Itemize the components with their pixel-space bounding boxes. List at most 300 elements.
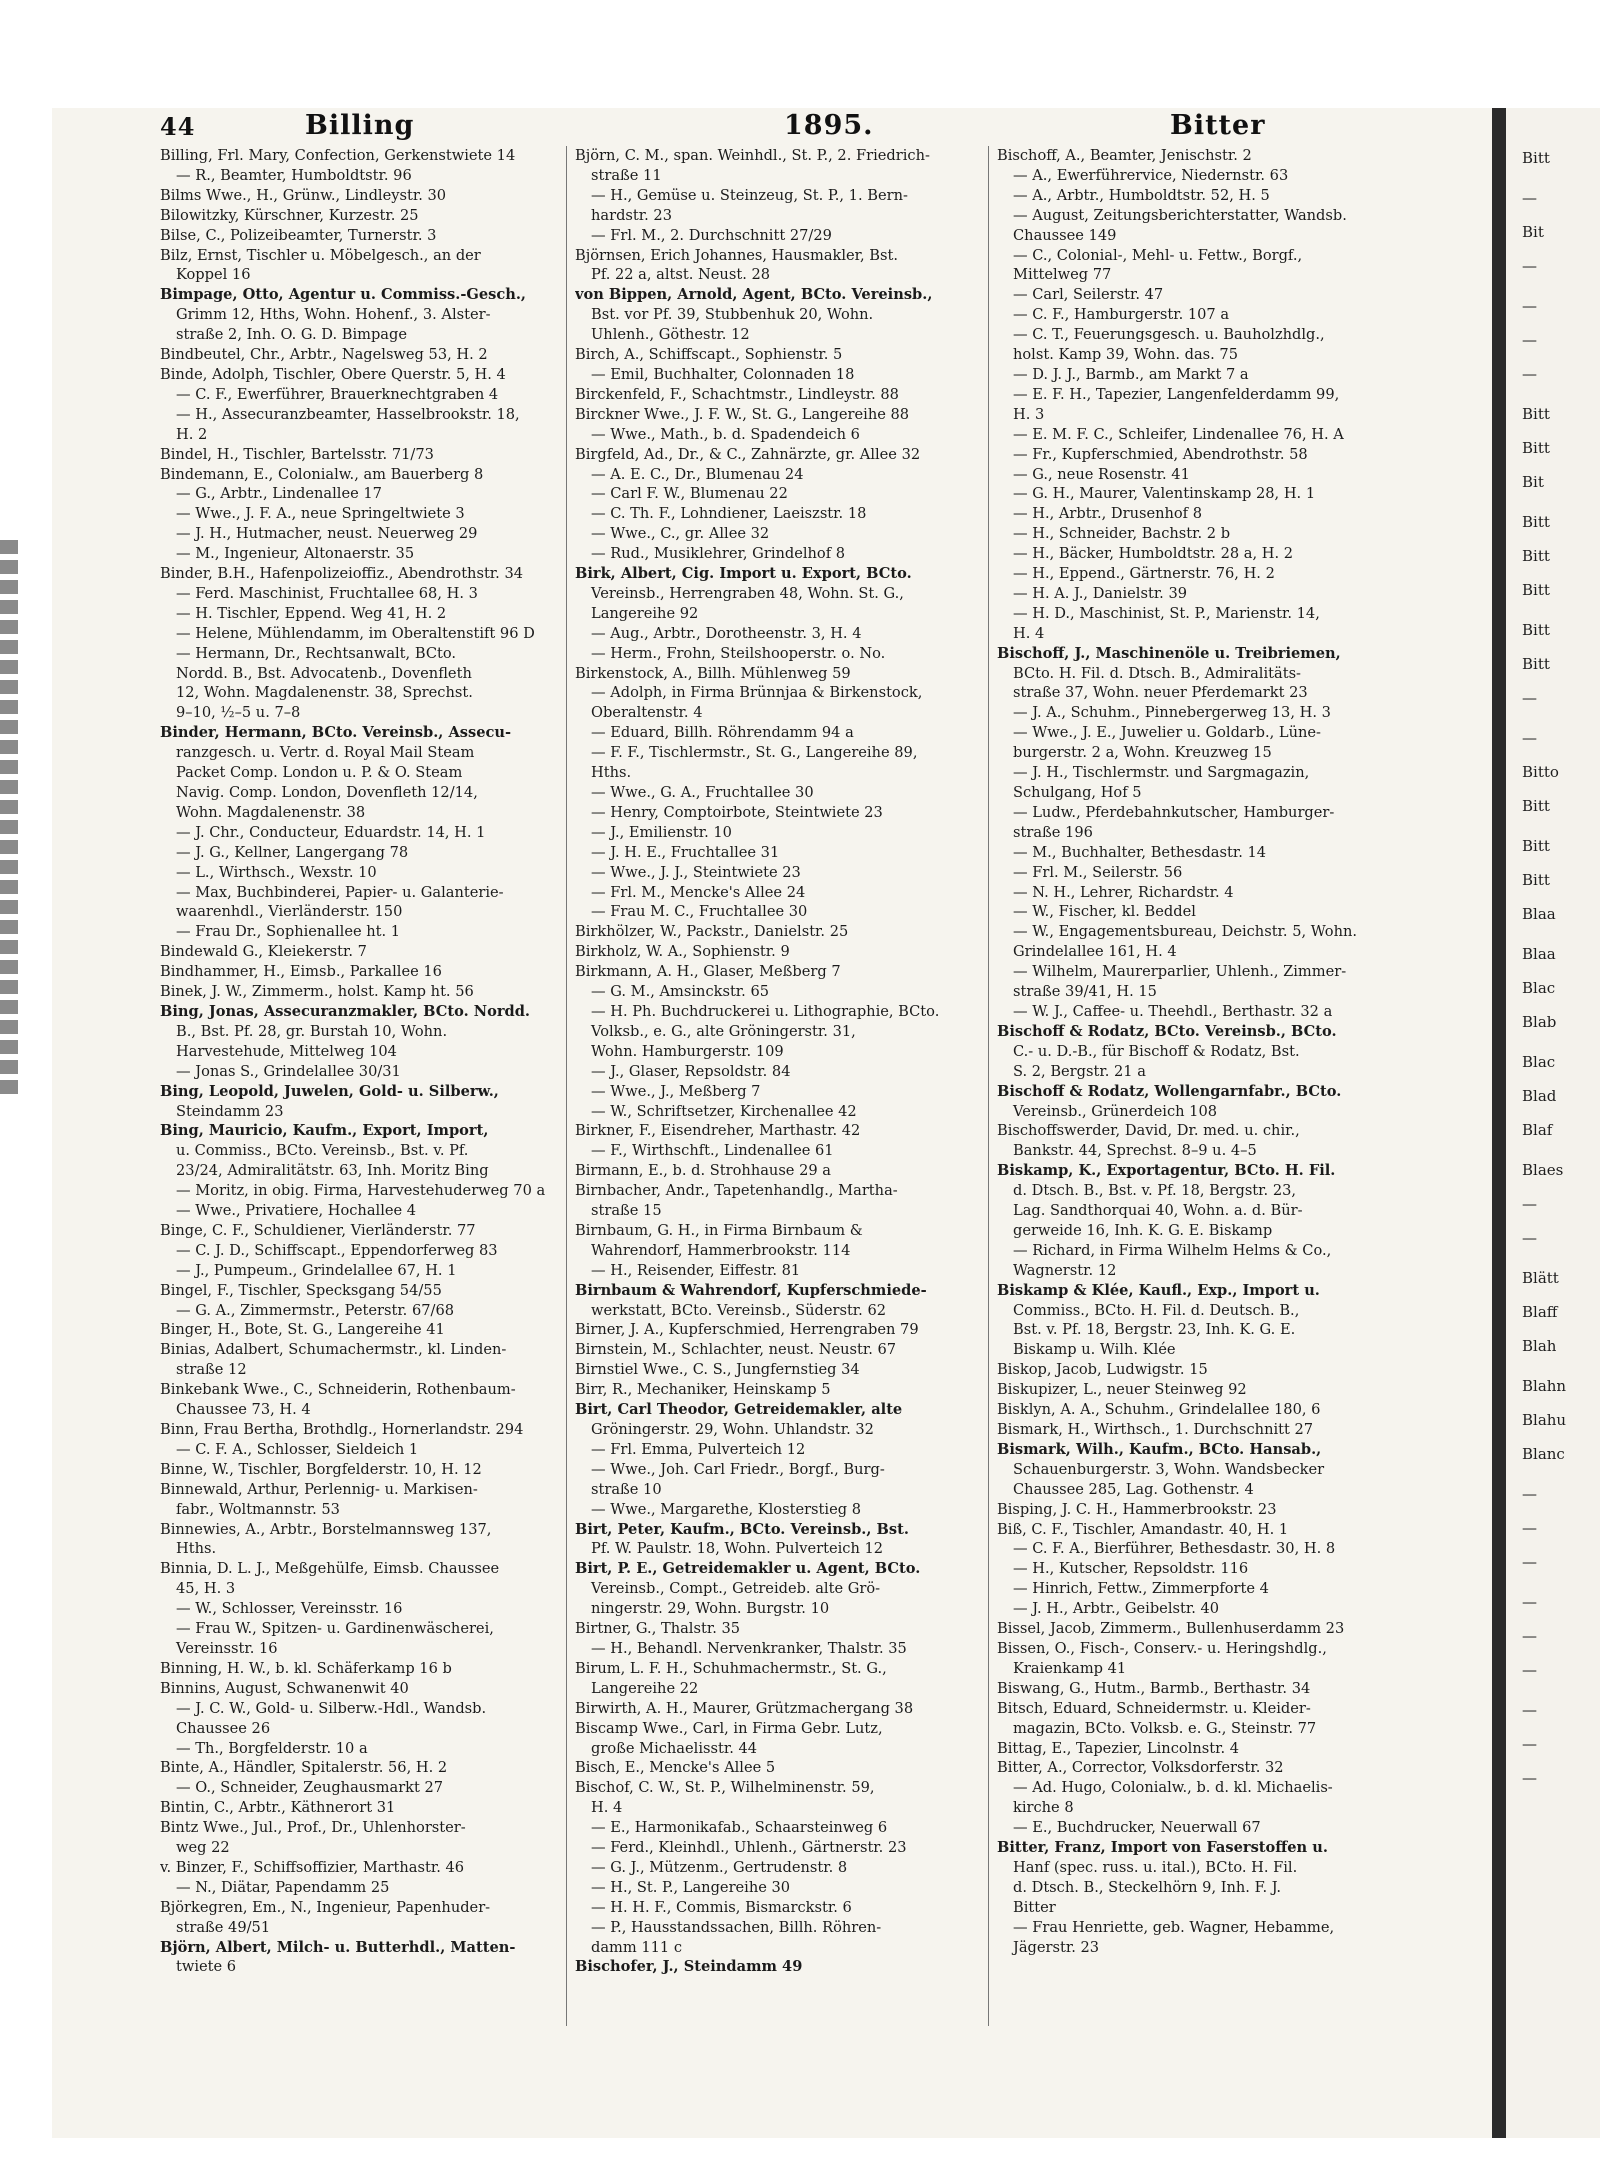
- directory-entry: — G., Arbtr., Lindenallee 17: [176, 485, 382, 503]
- directory-entry: Bissen, O., Fisch-, Conserv.- u. Heringshdlg.,: [997, 1639, 1327, 1657]
- directory-entry: — Frl. Emma, Pulverteich 12: [591, 1440, 806, 1458]
- directory-entry: Biscamp Wwe., Carl, in Firma Gebr. Lutz,: [575, 1719, 883, 1737]
- directory-entry: Björn, C. M., span. Weinhdl., St. P., 2. Friedrich-: [575, 147, 930, 164]
- directory-entry: Langereihe 92: [591, 604, 699, 622]
- column-middle: [575, 146, 981, 1977]
- next-page-fragment: —: [1522, 1661, 1537, 1679]
- directory-entry: Birnbaum & Wahrendorf, Kupferschmiede-: [575, 1281, 927, 1299]
- directory-entry: — G. M., Amsinckstr. 65: [591, 983, 770, 1001]
- next-page-fragment: —: [1522, 1229, 1537, 1247]
- directory-entry: Bittag, E., Tapezier, Lincolnstr. 4: [997, 1739, 1240, 1757]
- directory-entry: Navig. Comp. London, Dovenfleth 12/14,: [176, 784, 478, 801]
- directory-entry: Chaussee 26: [176, 1719, 271, 1737]
- directory-entry: Biskop, Jacob, Ludwigstr. 15: [997, 1361, 1208, 1379]
- directory-entry: holst. Kamp 39, Wohn. das. 75: [1013, 346, 1239, 364]
- directory-entry: 9–10, ½–5 u. 7–8: [176, 704, 301, 722]
- directory-entry: 12, Wohn. Magdalenenstr. 38, Sprechst.: [176, 684, 473, 702]
- directory-entry: Bitsch, Eduard, Schneidermstr. u. Kleider-: [997, 1699, 1311, 1717]
- directory-entry: — Hinrich, Fettw., Zimmerpforte 4: [1013, 1580, 1269, 1598]
- next-page-fragment: Bit: [1522, 223, 1544, 241]
- directory-entry: d. Dtsch. B., Steckelhörn 9, Inh. F. J.: [1013, 1878, 1282, 1896]
- directory-entry: Birtner, G., Thalstr. 35: [575, 1620, 741, 1638]
- directory-entry: Lag. Sandthorquai 40, Wohn. a. d. Bür-: [1013, 1202, 1303, 1220]
- directory-entry: BCto. H. Fil. d. Dtsch. B., Admiralitäts-: [1013, 664, 1301, 682]
- directory-entry: — G. H., Maurer, Valentinskamp 28, H. 1: [1013, 485, 1316, 503]
- directory-entry: H. 2: [176, 425, 208, 443]
- directory-entry: Bischoff & Rodatz, BCto. Vereinsb., BCto.: [997, 1022, 1337, 1040]
- directory-entry: Commiss., BCto. H. Fil. d. Deutsch. B.,: [1013, 1301, 1300, 1319]
- directory-entry: Birch, A., Schiffscapt., Sophienstr. 5: [575, 346, 843, 364]
- column-left: [160, 146, 560, 1977]
- directory-entry: Binnewald, Arthur, Perlennig- u. Markisen-: [160, 1480, 478, 1498]
- directory-entry: Biskupizer, L., neuer Steinweg 92: [997, 1381, 1247, 1399]
- directory-entry: — Frau W., Spitzen- u. Gardinenwäscherei,: [176, 1620, 494, 1638]
- directory-entry: Pf. 22 a, altst. Neust. 28: [591, 266, 771, 284]
- directory-entry: Bing, Jonas, Assecuranzmakler, BCto. Nordd.: [160, 1002, 530, 1020]
- directory-entry: Vereinsb., Compt., Getreideb. alte Grö-: [591, 1580, 881, 1598]
- directory-entry: twiete 6: [176, 1958, 237, 1976]
- directory-entry: Chaussee 149: [1013, 226, 1117, 244]
- directory-entry: von Bippen, Arnold, Agent, BCto. Vereinsb.,: [575, 286, 933, 304]
- directory-entry: — G. J., Mützenm., Gertrudenstr. 8: [591, 1858, 848, 1876]
- directory-entry: — F., Wirthschft., Lindenallee 61: [591, 1142, 834, 1160]
- directory-entry: Binder, B.H., Hafenpolizeioffiz., Abendrothstr. 34: [160, 565, 524, 583]
- directory-entry: Harvestehude, Mittelweg 104: [176, 1042, 397, 1060]
- directory-entry: Biswang, G., Hutm., Barmb., Berthastr. 34: [997, 1679, 1311, 1697]
- directory-entry: Birgfeld, Ad., Dr., & C., Zahnärzte, gr. Allee 32: [575, 445, 921, 463]
- directory-entry: Björnsen, Erich Johannes, Hausmakler, Bst.: [575, 246, 899, 264]
- directory-entry: — L., Wirthsch., Wexstr. 10: [176, 863, 377, 881]
- next-page-fragment: Blaf: [1522, 1121, 1553, 1139]
- directory-entry: Chaussee 73, H. 4: [176, 1401, 311, 1419]
- directory-entry: Schauenburgerstr. 3, Wohn. Wandsbecker: [1013, 1460, 1325, 1478]
- directory-entry: — Hermann, Dr., Rechtsanwalt, BCto.: [176, 644, 457, 662]
- directory-entry: Bismark, H., Wirthsch., 1. Durchschnitt 27: [997, 1421, 1314, 1438]
- directory-entry: waarenhdl., Vierländerstr. 150: [176, 903, 403, 921]
- directory-entry: Biß, C. F., Tischler, Amandastr. 40, H. 1: [997, 1520, 1289, 1538]
- directory-entry: Bischoff & Rodatz, Wollengarnfabr., BCto.: [997, 1082, 1342, 1100]
- directory-entry: — H., Kutscher, Repsoldstr. 116: [1013, 1560, 1249, 1578]
- directory-entry: straße 12: [176, 1361, 247, 1379]
- directory-entry: werkstatt, BCto. Vereinsb., Süderstr. 62: [591, 1301, 887, 1319]
- directory-entry: straße 49/51: [176, 1918, 271, 1936]
- directory-entry: hardstr. 23: [591, 206, 672, 224]
- directory-entry: — Carl, Seilerstr. 47: [1013, 286, 1164, 304]
- directory-entry: Birckner Wwe., J. F. W., St. G., Langereihe 88: [575, 405, 910, 423]
- directory-entry: Binnins, August, Schwanenwit 40: [160, 1679, 409, 1697]
- directory-entry: Birkmann, A. H., Glaser, Meßberg 7: [575, 963, 841, 981]
- directory-entry: — J. C. W., Gold- u. Silberw.-Hdl., Wandsb.: [176, 1699, 487, 1717]
- directory-entry: — G., neue Rosenstr. 41: [1013, 465, 1190, 483]
- directory-entry: Steindamm 23: [176, 1102, 284, 1120]
- directory-entry: Bankstr. 44, Sprechst. 8–9 u. 4–5: [1013, 1142, 1257, 1160]
- directory-entry: Bintz Wwe., Jul., Prof., Dr., Uhlenhorster-: [160, 1819, 466, 1837]
- directory-entry: — J., Pumpeum., Grindelallee 67, H. 1: [176, 1261, 457, 1279]
- directory-entry: Billing, Frl. Mary, Confection, Gerkenstwiete 14: [160, 147, 516, 164]
- directory-entry: — Ferd. Maschinist, Fruchtallee 68, H. 3: [176, 584, 478, 602]
- directory-entry: Binkebank Wwe., C., Schneiderin, Rothenbaum-: [160, 1381, 516, 1399]
- next-page-fragment: —: [1522, 1195, 1537, 1213]
- directory-entry: Vereinsstr. 16: [176, 1639, 278, 1657]
- next-page-fragment: Blahn: [1522, 1377, 1567, 1395]
- next-page-fragment: —: [1522, 1735, 1537, 1753]
- directory-entry: — Ferd., Kleinhdl., Uhlenh., Gärtnerstr. 23: [591, 1839, 907, 1857]
- directory-entry: straße 37, Wohn. neuer Pferdemarkt 23: [1013, 684, 1308, 702]
- directory-entry: — H. Tischler, Eppend. Weg 41, H. 2: [176, 604, 447, 622]
- directory-entry: Bismark, Wilh., Kaufm., BCto. Hansab.,: [997, 1440, 1322, 1458]
- directory-entry: Bischoff, J., Maschinenöle u. Treibriemen,: [997, 644, 1341, 662]
- next-page-fragment: Bitt: [1522, 439, 1550, 457]
- next-page-fragment: Bitt: [1522, 621, 1550, 639]
- directory-entry: Grimm 12, Hths, Wohn. Hohenf., 3. Alster-: [176, 306, 491, 324]
- directory-entry: Binte, A., Händler, Spitalerstr. 56, H. 2: [160, 1759, 448, 1777]
- directory-entry: — Wilhelm, Maurerparlier, Uhlenh., Zimmer-: [1013, 963, 1347, 981]
- directory-entry: — C. F., Ewerführer, Brauerknechtgraben 4: [176, 385, 499, 403]
- directory-entry: — Wwe., J. F. A., neue Springeltwiete 3: [176, 505, 465, 523]
- directory-entry: v. Binzer, F., Schiffsoffizier, Marthastr. 46: [160, 1858, 465, 1876]
- directory-entry: Binning, H. W., b. kl. Schäferkamp 16 b: [160, 1659, 452, 1677]
- next-page-fragment: Bitt: [1522, 149, 1550, 167]
- directory-entry: — C. F. A., Schlosser, Sieldeich 1: [176, 1440, 419, 1458]
- next-page-fragment: Blah: [1522, 1337, 1557, 1355]
- next-page-fragment: Bit: [1522, 473, 1544, 491]
- directory-entry: — C., Colonial-, Mehl- u. Fettw., Borgf.,: [1013, 246, 1303, 264]
- next-page-fragment: Blaa: [1522, 905, 1556, 923]
- directory-entry: — J. H., Hutmacher, neust. Neuerweg 29: [176, 525, 478, 543]
- next-page-fragment: —: [1522, 1519, 1537, 1537]
- directory-entry: — Herm., Frohn, Steilshooperstr. o. No.: [591, 644, 886, 662]
- directory-entry: — P., Hausstandssachen, Billh. Röhren-: [591, 1918, 882, 1936]
- directory-entry: Binnewies, A., Arbtr., Borstelmannsweg 137,: [160, 1520, 492, 1538]
- directory-entry: — M., Buchhalter, Bethesdastr. 14: [1013, 843, 1267, 861]
- column-divider: [566, 146, 567, 2026]
- next-page-fragment: —: [1522, 1553, 1537, 1571]
- next-page-fragment: —: [1522, 1627, 1537, 1645]
- directory-entry: — Wwe., C., gr. Allee 32: [591, 525, 770, 543]
- directory-entry: — Th., Borgfelderstr. 10 a: [176, 1739, 368, 1757]
- directory-entry: Bischoff, A., Beamter, Jenischstr. 2: [997, 147, 1252, 164]
- directory-entry: — M., Ingenieur, Altonaerstr. 35: [176, 545, 415, 563]
- directory-entry: Biskamp & Klée, Kaufl., Exp., Import u.: [997, 1281, 1320, 1299]
- directory-entry: — Frl. M., Seilerstr. 56: [1013, 863, 1183, 881]
- directory-entry: magazin, BCto. Volksb. e. G., Steinstr. 77: [1013, 1719, 1317, 1737]
- next-page-fragment: —: [1522, 257, 1537, 275]
- directory-entry: — J. A., Schuhm., Pinnebergerweg 13, H. 3: [1013, 704, 1331, 722]
- directory-entry: Birner, J. A., Kupferschmied, Herrengraben 79: [575, 1321, 919, 1339]
- directory-entry: — Max, Buchbinderei, Papier- u. Galanterie-: [176, 883, 504, 901]
- directory-entry: Bing, Mauricio, Kaufm., Export, Import,: [160, 1122, 489, 1140]
- directory-entry: — H., Bäcker, Humboldtstr. 28 a, H. 2: [1013, 545, 1294, 563]
- directory-entry: — H., Behandl. Nervenkranker, Thalstr. 35: [591, 1639, 907, 1657]
- directory-entry: große Michaelisstr. 44: [591, 1739, 758, 1757]
- next-page-fragment: Blad: [1522, 1087, 1557, 1105]
- next-page-fragment: Bitt: [1522, 837, 1550, 855]
- directory-entry: H. 4: [591, 1799, 623, 1817]
- next-page-fragment: —: [1522, 331, 1537, 349]
- directory-entry: — Richard, in Firma Wilhelm Helms & Co.,: [1013, 1241, 1332, 1259]
- directory-entry: Bilowitzky, Kürschner, Kurzestr. 25: [160, 206, 419, 224]
- next-page-fragment: —: [1522, 689, 1537, 707]
- directory-entry: — August, Zeitungsberichterstatter, Wandsb.: [1013, 206, 1347, 224]
- directory-entry: Packet Comp. London u. P. & O. Steam: [176, 764, 463, 782]
- directory-entry: Binde, Adolph, Tischler, Obere Querstr. 5, H. 4: [160, 365, 506, 383]
- directory-entry: straße 39/41, H. 15: [1013, 983, 1157, 1001]
- directory-entry: — Ad. Hugo, Colonialw., b. d. kl. Michaelis-: [1013, 1779, 1333, 1797]
- directory-entry: Bischofer, J., Steindamm 49: [575, 1958, 803, 1976]
- directory-entry: — H., Assecuranzbeamter, Hasselbrookstr. 18,: [176, 405, 520, 423]
- directory-entry: Bisch, E., Mencke's Allee 5: [575, 1759, 776, 1777]
- directory-entry: Birckenfeld, F., Schachtmstr., Lindleystr. 88: [575, 385, 899, 403]
- directory-entry: Wagnerstr. 12: [1013, 1261, 1117, 1279]
- directory-entry: — H., Reisender, Eiffestr. 81: [591, 1261, 801, 1279]
- next-page-fragment: —: [1522, 1485, 1537, 1503]
- directory-entry: Bisklyn, A. A., Schuhm., Grindelallee 180, 6: [997, 1401, 1321, 1419]
- directory-entry: — Jonas S., Grindelallee 30/31: [176, 1062, 401, 1080]
- directory-entry: Koppel 16: [176, 266, 251, 284]
- directory-entry: — Henry, Comptoirbote, Steintwiete 23: [591, 803, 883, 821]
- directory-entry: — H. D., Maschinist, St. P., Marienstr. 14,: [1013, 604, 1320, 622]
- directory-entry: Bindbeutel, Chr., Arbtr., Nagelsweg 53, H. 2: [160, 346, 488, 364]
- directory-entry: — E. M. F. C., Schleifer, Lindenallee 76, H. A: [1013, 425, 1344, 443]
- directory-entry: Birkholz, W. A., Sophienstr. 9: [575, 943, 790, 961]
- directory-entry: Bitter, A., Corrector, Volksdorferstr. 32: [997, 1759, 1284, 1777]
- directory-entry: — C. J. D., Schiffscapt., Eppendorferweg 83: [176, 1241, 498, 1259]
- directory-entry: Birt, P. E., Getreidemakler u. Agent, BCto.: [575, 1560, 921, 1578]
- next-page-fragment: Bitt: [1522, 405, 1550, 423]
- next-page-fragment: —: [1522, 729, 1537, 747]
- directory-entry: Biskamp u. Wilh. Klée: [1013, 1341, 1176, 1359]
- directory-entry: Birnstiel Wwe., C. S., Jungfernstieg 34: [575, 1361, 860, 1379]
- directory-entry: Binge, C. F., Schuldiener, Vierländerstr. 77: [160, 1221, 476, 1239]
- next-page-fragment: Blaes: [1522, 1161, 1564, 1179]
- directory-entry: — W., Fischer, kl. Beddel: [1013, 903, 1196, 921]
- directory-entry: ranzgesch. u. Vertr. d. Royal Mail Steam: [176, 744, 475, 762]
- directory-entry: straße 10: [591, 1480, 662, 1498]
- directory-entry: Binek, J. W., Zimmerm., holst. Kamp ht. 56: [160, 983, 474, 1001]
- directory-entry: Bissel, Jacob, Zimmerm., Bullenhuserdamm 23: [997, 1620, 1345, 1638]
- directory-entry: H. 4: [1013, 624, 1045, 642]
- directory-entry: Bindemann, E., Colonialw., am Bauerberg 8: [160, 465, 484, 483]
- next-page-fragment: Blac: [1522, 979, 1556, 997]
- year-heading: 1895.: [784, 110, 874, 141]
- directory-entry: Birkenstock, A., Billh. Mühlenweg 59: [575, 664, 851, 682]
- directory-entry: gerweide 16, Inh. K. G. E. Biskamp: [1013, 1221, 1273, 1239]
- directory-entry: Volksb., e. G., alte Gröningerstr. 31,: [591, 1022, 856, 1040]
- directory-entry: Grindelallee 161, H. 4: [1013, 943, 1177, 961]
- directory-entry: — Wwe., Margarethe, Klosterstieg 8: [591, 1500, 861, 1518]
- directory-entry: Björn, Albert, Milch- u. Butterhdl., Matten-: [160, 1938, 516, 1956]
- page-number: 44: [160, 112, 196, 141]
- directory-entry: straße 11: [591, 166, 662, 184]
- directory-entry: u. Commiss., BCto. Vereinsb., Bst. v. Pf.: [176, 1142, 469, 1160]
- next-page-fragment: Bitt: [1522, 581, 1550, 599]
- directory-entry: H. 3: [1013, 405, 1045, 423]
- directory-entry: — Emil, Buchhalter, Colonnaden 18: [591, 365, 855, 383]
- directory-entry: Biskamp, K., Exportagentur, BCto. H. Fil.: [997, 1162, 1336, 1180]
- directory-entry: Bing, Leopold, Juwelen, Gold- u. Silberw.,: [160, 1082, 499, 1100]
- directory-entry: — J., Glaser, Repsoldstr. 84: [591, 1062, 791, 1080]
- directory-entry: Uhlenh., Göthestr. 12: [591, 326, 750, 344]
- directory-entry: Birt, Carl Theodor, Getreidemakler, alte: [575, 1401, 903, 1419]
- directory-entry: — E. F. H., Tapezier, Langenfelderdamm 99,: [1013, 385, 1340, 403]
- directory-entry: — H. H. F., Commis, Bismarckstr. 6: [591, 1898, 852, 1916]
- directory-entry: Bingel, F., Tischler, Specksgang 54/55: [160, 1281, 442, 1299]
- directory-entry: Bilms Wwe., H., Grünw., Lindleystr. 30: [160, 186, 447, 204]
- directory-entry: — J. H., Tischlermstr. und Sargmagazin,: [1013, 764, 1310, 782]
- directory-entry: — F. F., Tischlermstr., St. G., Langereihe 89,: [591, 744, 918, 762]
- directory-entry: — W., Schriftsetzer, Kirchenallee 42: [591, 1102, 857, 1120]
- directory-entry: Birnbaum, G. H., in Firma Birnbaum &: [575, 1221, 863, 1239]
- directory-entry: Hanf (spec. russ. u. ital.), BCto. H. Fil.: [1013, 1858, 1298, 1876]
- directory-entry: — J., Emilienstr. 10: [591, 823, 732, 841]
- next-page-fragment: Bitt: [1522, 797, 1550, 815]
- directory-entry: Binder, Hermann, BCto. Vereinsb., Assecu-: [160, 724, 512, 742]
- directory-entry: — A., Arbtr., Humboldtstr. 52, H. 5: [1013, 186, 1270, 204]
- directory-entry: — Wwe., J. E., Juwelier u. Goldarb., Lüne-: [1013, 724, 1321, 742]
- directory-entry: Birr, R., Mechaniker, Heinskamp 5: [575, 1381, 831, 1399]
- directory-entry: Birkner, F., Eisendreher, Marthastr. 42: [575, 1122, 861, 1140]
- directory-entry: — C. F. A., Bierführer, Bethesdastr. 30, H. 8: [1013, 1540, 1336, 1558]
- directory-entry: d. Dtsch. B., Bst. v. Pf. 18, Bergstr. 23,: [1013, 1182, 1297, 1200]
- next-page-fragment: Blaa: [1522, 945, 1556, 963]
- directory-entry: — Frau M. C., Fruchtallee 30: [591, 903, 808, 921]
- directory-entry: Birt, Peter, Kaufm., BCto. Vereinsb., Bst.: [575, 1520, 909, 1538]
- directory-entry: Binnia, D. L. J., Meßgehülfe, Eimsb. Chaussee: [160, 1560, 500, 1578]
- directory-entry: Bitter: [1013, 1898, 1056, 1916]
- directory-entry: — E., Buchdrucker, Neuerwall 67: [1013, 1819, 1261, 1837]
- directory-entry: Binias, Adalbert, Schumachermstr., kl. Linden-: [160, 1341, 507, 1359]
- directory-entry: — W., Schlosser, Vereinsstr. 16: [176, 1600, 403, 1618]
- directory-entry: Wahrendorf, Hammerbrookstr. 114: [591, 1241, 851, 1259]
- directory-entry: Binn, Frau Bertha, Brothdlg., Hornerlandstr. 294: [160, 1421, 524, 1438]
- directory-entry: ningerstr. 29, Wohn. Burgstr. 10: [591, 1600, 830, 1618]
- next-page-fragment: Blätt: [1522, 1269, 1559, 1287]
- directory-entry: Langereihe 22: [591, 1679, 699, 1697]
- directory-entry: Bischof, C. W., St. P., Wilhelminenstr. 59,: [575, 1779, 875, 1797]
- directory-entry: — Wwe., J. J., Steintwiete 23: [591, 863, 801, 881]
- directory-entry: — N. H., Lehrer, Richardstr. 4: [1013, 883, 1234, 901]
- directory-entry: Wohn. Hamburgerstr. 109: [591, 1042, 784, 1060]
- directory-entry: — W., Engagementsbureau, Deichstr. 5, Wohn.: [1013, 923, 1358, 941]
- directory-entry: Oberaltenstr. 4: [591, 704, 703, 722]
- directory-entry: — Frau Dr., Sophienallee ht. 1: [176, 923, 401, 941]
- directory-entry: C.- u. D.-B., für Bischoff & Rodatz, Bst.: [1013, 1042, 1300, 1060]
- directory-entry: Birnstein, M., Schlachter, neust. Neustr. 67: [575, 1341, 897, 1359]
- directory-entry: — Carl F. W., Blumenau 22: [591, 485, 788, 503]
- directory-entry: — Wwe., Privatiere, Hochallee 4: [176, 1202, 417, 1220]
- directory-entry: Birum, L. F. H., Schuhmachermstr., St. G.,: [575, 1659, 887, 1677]
- directory-entry: Bisping, J. C. H., Hammerbrookstr. 23: [997, 1500, 1277, 1518]
- next-page-fragments: [1506, 108, 1600, 1788]
- directory-entry: Chaussee 285, Lag. Gothenstr. 4: [1013, 1480, 1254, 1498]
- directory-entry: — Wwe., J., Meßberg 7: [591, 1082, 761, 1100]
- directory-entry: — Frl. M., Mencke's Allee 24: [591, 883, 806, 901]
- directory-entry: Gröningerstr. 29, Wohn. Uhlandstr. 32: [591, 1421, 874, 1438]
- directory-entry: Birnbacher, Andr., Tapetenhandlg., Martha-: [575, 1182, 898, 1200]
- directory-entry: Bintin, C., Arbtr., Käthnerort 31: [160, 1799, 396, 1817]
- next-page-fragment: Bitt: [1522, 871, 1550, 889]
- directory-entry: — J. H. E., Fruchtallee 31: [591, 843, 780, 861]
- next-page-fragment: Bitt: [1522, 547, 1550, 565]
- directory-entry: Hths.: [176, 1540, 217, 1558]
- column-right: [997, 146, 1403, 1957]
- next-page-fragment: Blaff: [1522, 1303, 1558, 1321]
- directory-entry: Nordd. B., Bst. Advocatenb., Dovenfleth: [176, 664, 472, 682]
- directory-entry: — Moritz, in obig. Firma, Harvestehuderweg 70 a: [176, 1182, 546, 1200]
- directory-entry: — G. A., Zimmermstr., Peterstr. 67/68: [176, 1301, 455, 1319]
- directory-entry: Pf. W. Paulstr. 18, Wohn. Pulverteich 12: [591, 1540, 884, 1558]
- next-page-fragment: Blab: [1522, 1013, 1557, 1031]
- directory-entry: Hths.: [591, 764, 632, 782]
- next-page-fragment: —: [1522, 1701, 1537, 1719]
- next-page-fragment: —: [1522, 297, 1537, 315]
- directory-entry: Jägerstr. 23: [1013, 1938, 1100, 1956]
- binding-edge: [0, 540, 18, 1100]
- directory-entry: — J. H., Arbtr., Geibelstr. 40: [1013, 1600, 1220, 1618]
- directory-entry: Birk, Albert, Cig. Import u. Export, BCto.: [575, 565, 912, 583]
- directory-entry: — Wwe., Math., b. d. Spadendeich 6: [591, 425, 860, 443]
- next-page-fragment: Bitt: [1522, 513, 1550, 531]
- next-page-fragment: Bitto: [1522, 763, 1559, 781]
- directory-entry: — H., Eppend., Gärtnerstr. 76, H. 2: [1013, 565, 1275, 583]
- directory-entry: Bilz, Ernst, Tischler u. Möbelgesch., an der: [160, 246, 481, 264]
- directory-entry: Bilse, C., Polizeibeamter, Turnerstr. 3: [160, 226, 437, 244]
- directory-entry: — Ludw., Pferdebahnkutscher, Hamburger-: [1013, 803, 1335, 821]
- directory-entry: Kraienkamp 41: [1013, 1659, 1127, 1677]
- next-page-fragment: Blahu: [1522, 1411, 1567, 1429]
- directory-entry: Vereinsb., Herrengraben 48, Wohn. St. G.,: [591, 584, 904, 602]
- directory-entry: burgerstr. 2 a, Wohn. Kreuzweg 15: [1013, 744, 1272, 762]
- left-running-head: Billing: [305, 110, 415, 141]
- directory-entry: — J. G., Kellner, Langergang 78: [176, 843, 409, 861]
- directory-entry: — Adolph, in Firma Brünnjaa & Birkenstock,: [591, 684, 923, 702]
- directory-entry: damm 111 c: [591, 1938, 683, 1956]
- directory-entry: — H. Ph. Buchdruckerei u. Lithographie, BCto.: [591, 1002, 940, 1020]
- directory-entry: — W. J., Caffee- u. Theehdl., Berthastr. 32 a: [1013, 1002, 1333, 1020]
- directory-entry: — Helene, Mühlendamm, im Oberaltenstift 96 D: [176, 624, 535, 642]
- directory-entry: Bindel, H., Tischler, Bartelsstr. 71/73: [160, 445, 434, 463]
- directory-entry: straße 196: [1013, 823, 1093, 841]
- directory-entry: — C. T., Feuerungsgesch. u. Bauholzhdlg.,: [1013, 326, 1325, 344]
- directory-entry: Wohn. Magdalenenstr. 38: [176, 803, 366, 821]
- directory-entry: — N., Diätar, Papendamm 25: [176, 1878, 390, 1896]
- next-page-fragment: —: [1522, 1593, 1537, 1611]
- next-page-fragment: —: [1522, 1769, 1537, 1787]
- directory-entry: Björkegren, Em., N., Ingenieur, Papenhuder-: [160, 1898, 491, 1916]
- directory-entry: — A. E. C., Dr., Blumenau 24: [591, 465, 804, 483]
- directory-entry: — H., Schneider, Bachstr. 2 b: [1013, 525, 1231, 543]
- directory-entry: Birmann, E., b. d. Strohhause 29 a: [575, 1162, 831, 1180]
- directory-entry: Binger, H., Bote, St. G., Langereihe 41: [160, 1321, 445, 1339]
- directory-entry: Bitter, Franz, Import von Faserstoffen u.: [997, 1839, 1328, 1857]
- page-gutter: [1492, 108, 1506, 2138]
- next-page-fragment: —: [1522, 365, 1537, 383]
- directory-entry: Bst. v. Pf. 18, Bergstr. 23, Inh. K. G. E.: [1013, 1321, 1296, 1339]
- directory-entry: Binne, W., Tischler, Borgfelderstr. 10, H. 12: [160, 1460, 482, 1478]
- next-page-fragment: Blac: [1522, 1053, 1556, 1071]
- column-divider: [988, 146, 989, 2026]
- directory-entry: — Wwe., G. A., Fruchtallee 30: [591, 784, 814, 801]
- directory-entry: Bst. vor Pf. 39, Stubbenhuk 20, Wohn.: [591, 306, 874, 324]
- directory-entry: B., Bst. Pf. 28, gr. Burstah 10, Wohn.: [176, 1022, 448, 1040]
- directory-entry: — D. J. J., Barmb., am Markt 7 a: [1013, 365, 1249, 383]
- directory-entry: — Frl. M., 2. Durchschnitt 27/29: [591, 226, 832, 244]
- directory-entry: — H., St. P., Langereihe 30: [591, 1878, 791, 1896]
- directory-entry: — Aug., Arbtr., Dorotheenstr. 3, H. 4: [591, 624, 862, 642]
- directory-entry: Bimpage, Otto, Agentur u. Commiss.-Gesch.,: [160, 286, 527, 304]
- directory-entry: straße 15: [591, 1202, 662, 1220]
- directory-entry: straße 2, Inh. O. G. D. Bimpage: [176, 326, 407, 344]
